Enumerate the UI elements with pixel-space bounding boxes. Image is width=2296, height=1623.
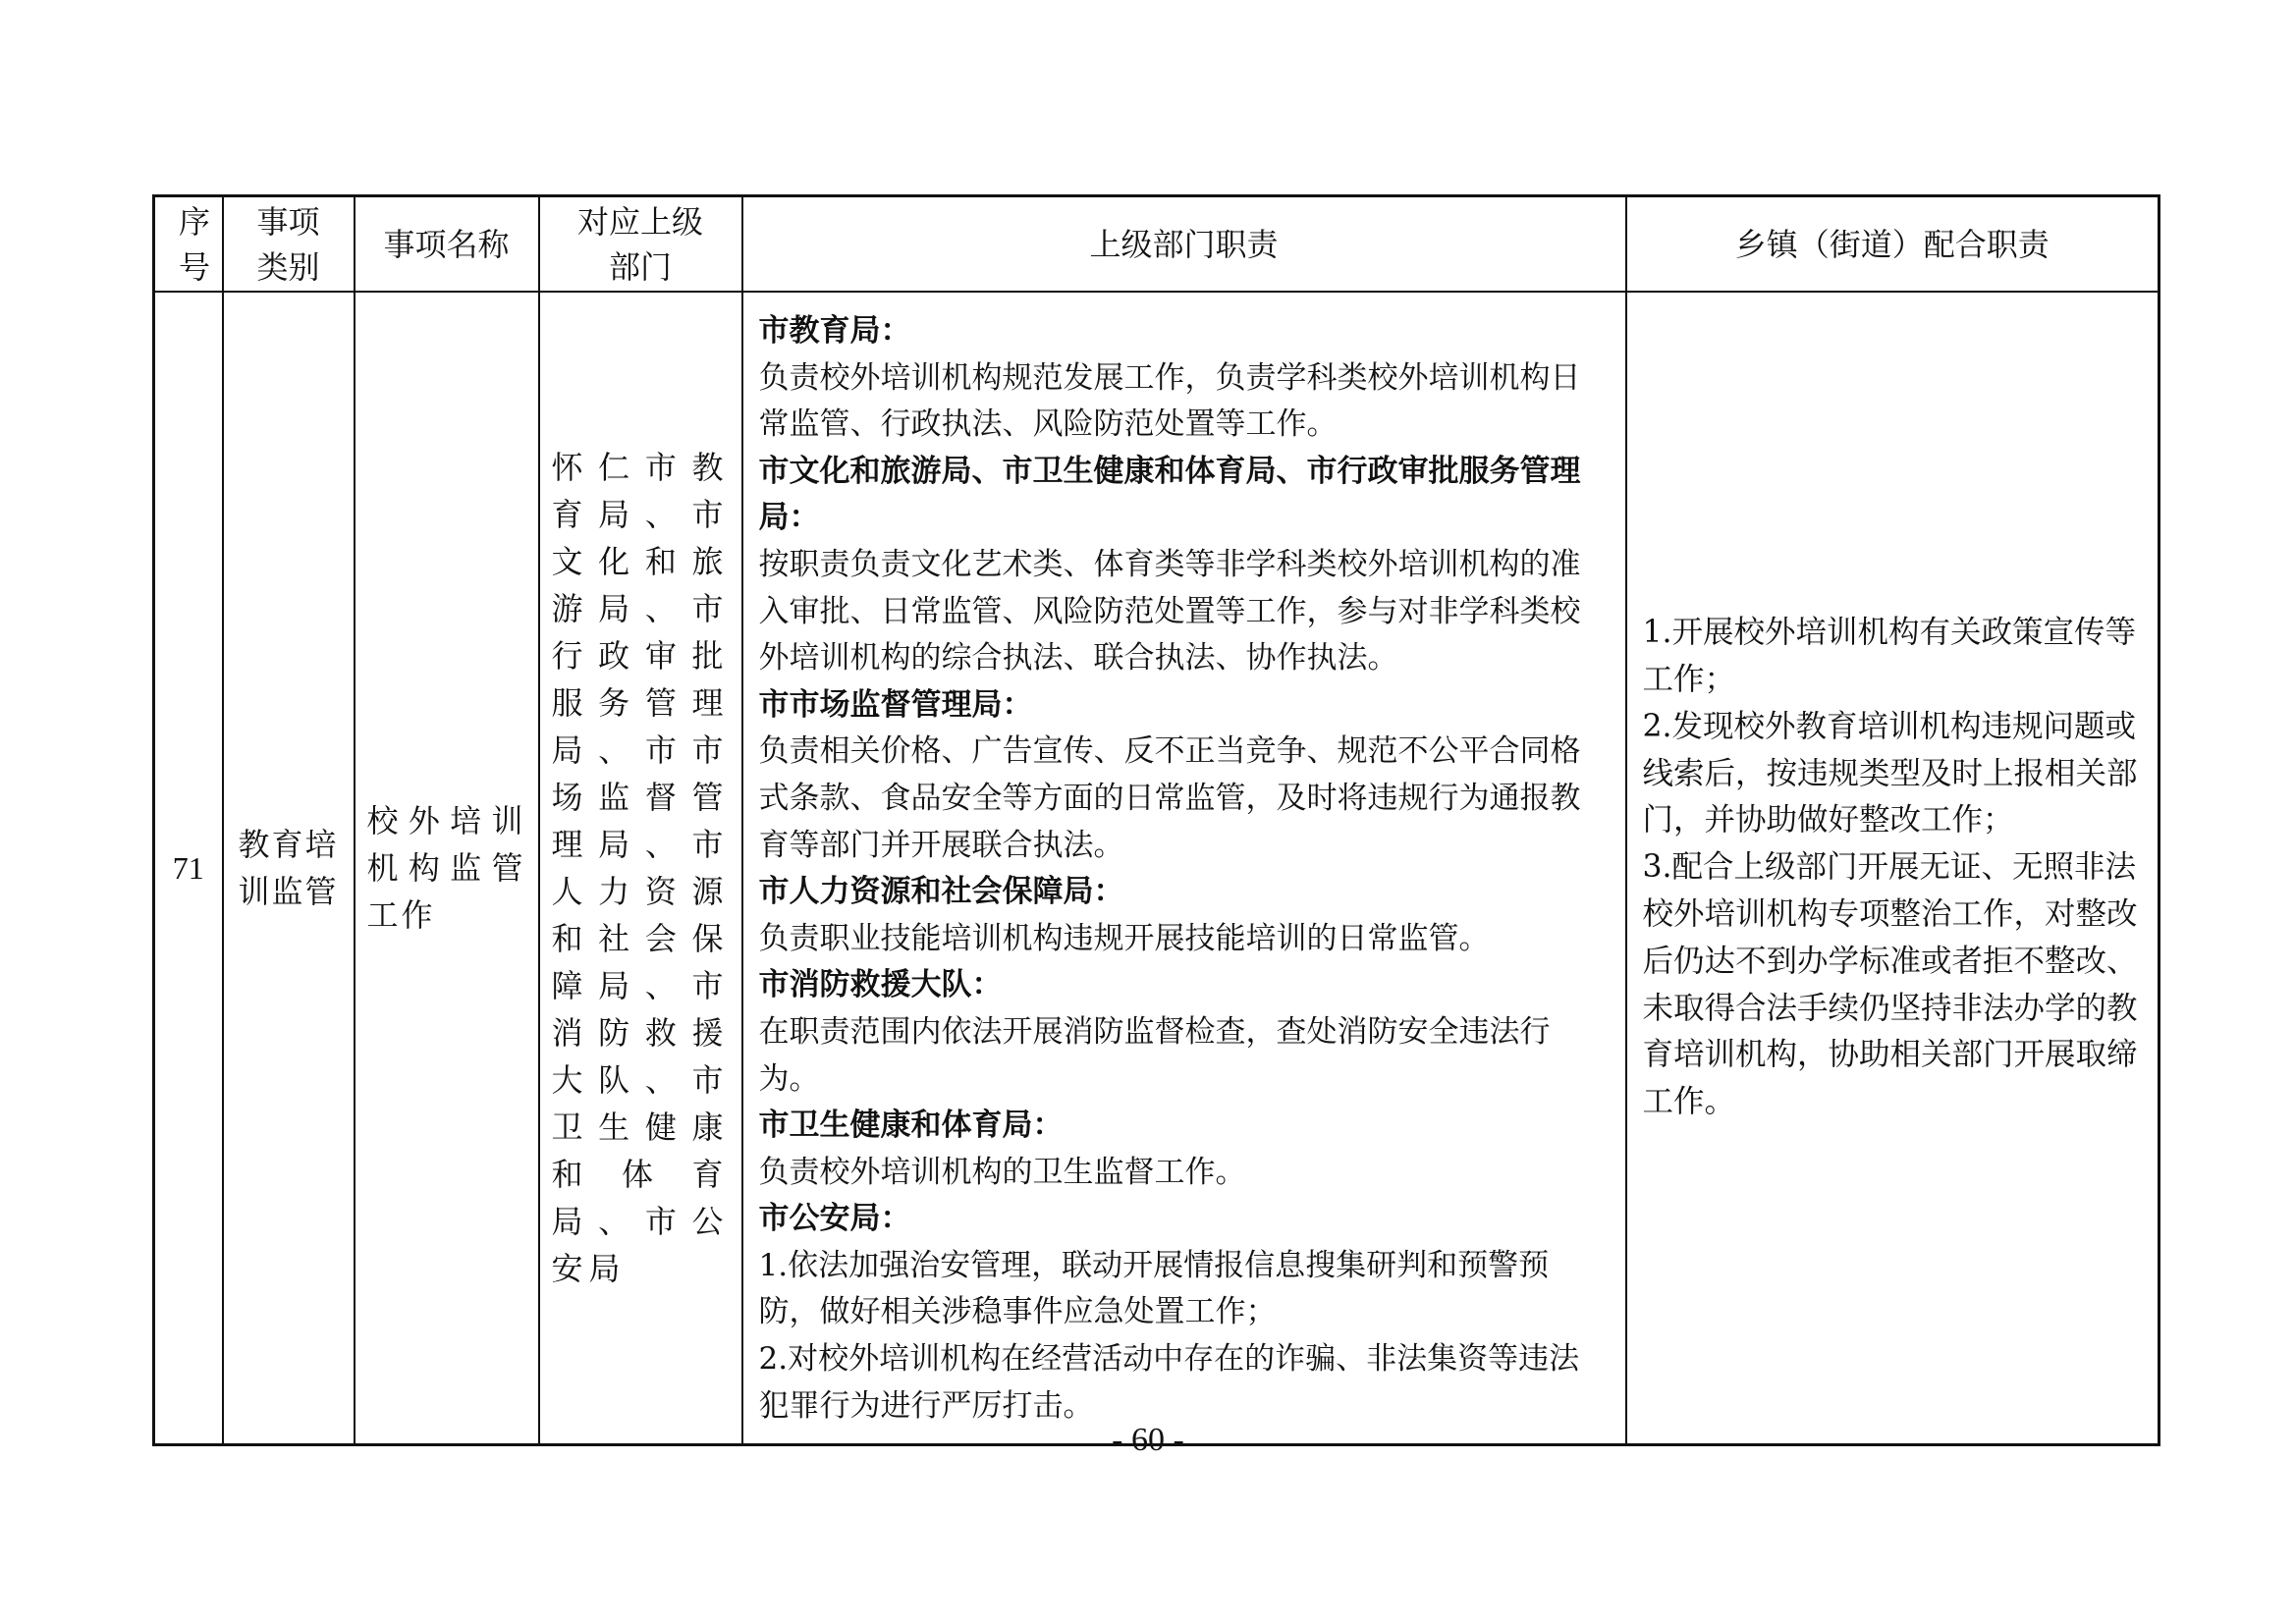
upper-text-police-2: 2.对校外培训机构在经营活动中存在的诈骗、非法集资等违法犯罪行为进行严厉打击。 [758,1341,1580,1424]
header-category: 事项类别 [223,196,355,293]
town-duty-item: 1.开展校外培训机构有关政策宣传等工作； [1642,615,2137,698]
row-town-duties [1626,292,2159,1445]
upper-dept-police: 市公安局： [758,1201,911,1237]
table-header-row [154,196,2159,293]
row-category: 教育培训监管 [223,292,355,1445]
page-number: - 60 - [1112,1422,1184,1458]
town-duty-item: 3.配合上级部门开展无证、无照非法校外培训机构专项整治工作，对整改后仍达不到办学标准或者拒不整改、未取得合法手续仍坚持非法办学的教育培训机构，协助相关部门开展取缔工作。 [1642,849,2138,1120]
upper-text-health: 负责校外培训机构的卫生监督工作。 [758,1154,1246,1190]
upper-text-fire: 在职责范围内依法开展消防监督检查，查处消防安全违法行为。 [758,1013,1551,1097]
row-name: 校外培训机构监管工作 [355,292,539,1445]
header-town: 乡镇（街道）配合职责 [1626,196,2159,293]
header-name: 事项名称 [355,196,539,293]
upper-dept-fire: 市消防救援大队： [758,967,1003,1003]
responsibility-table [152,194,2160,1446]
upper-dept-health: 市卫生健康和体育局： [758,1108,1064,1144]
upper-text-market: 负责相关价格、广告宣传、反不正当竞争、规范不公平合同格式条款、食品安全等方面的日常监管，及时将违规行为通报教育等部门并开展联合执法。 [758,733,1581,863]
header-dept: 对应上级部门 [539,196,742,293]
upper-dept-culture: 市文化和旅游局、市卫生健康和体育局、市行政审批服务管理局： [758,453,1581,536]
header-seq: 序号 [154,196,223,293]
header-upper: 上级部门职责 [742,196,1626,293]
town-duty-item: 2.发现校外教育培训机构违规问题或线索后，按违规类型及时上报相关部门，并协助做好整改工作； [1642,708,2138,839]
upper-dept-education: 市教育局： [758,313,911,349]
upper-dept-market: 市市场监督管理局： [758,686,1033,723]
table-row [154,292,2159,1445]
upper-text-education: 负责校外培训机构规范发展工作，负责学科类校外培训机构日常监管、行政执法、风险防范处置等工作。 [758,359,1581,443]
upper-text-culture: 按职责负责文化艺术类、体育类等非学科类校外培训机构的准入审批、日常监管、风险防范处置等工作，参与对非学科类校外培训机构的综合执法、联合执法、协作执法。 [758,546,1581,676]
row-upper-duties [742,292,1626,1445]
upper-text-police-1: 1.依法加强治安管理，联动开展情报信息搜集研判和预警预防，做好相关涉稳事件应急处置工作； [758,1247,1550,1330]
row-seq: 71 [154,292,223,1445]
upper-text-hr: 负责职业技能培训机构违规开展技能培训的日常监管。 [758,920,1490,956]
upper-dept-hr: 市人力资源和社会保障局： [758,874,1124,910]
row-dept: 怀仁市教育局、市文化和旅游局、市行政审批服务管理局、市市场监督管理局、市人力资源和社会保障局、市消防救援大队、市卫生健康和体育局、市公安局 [539,292,742,1445]
